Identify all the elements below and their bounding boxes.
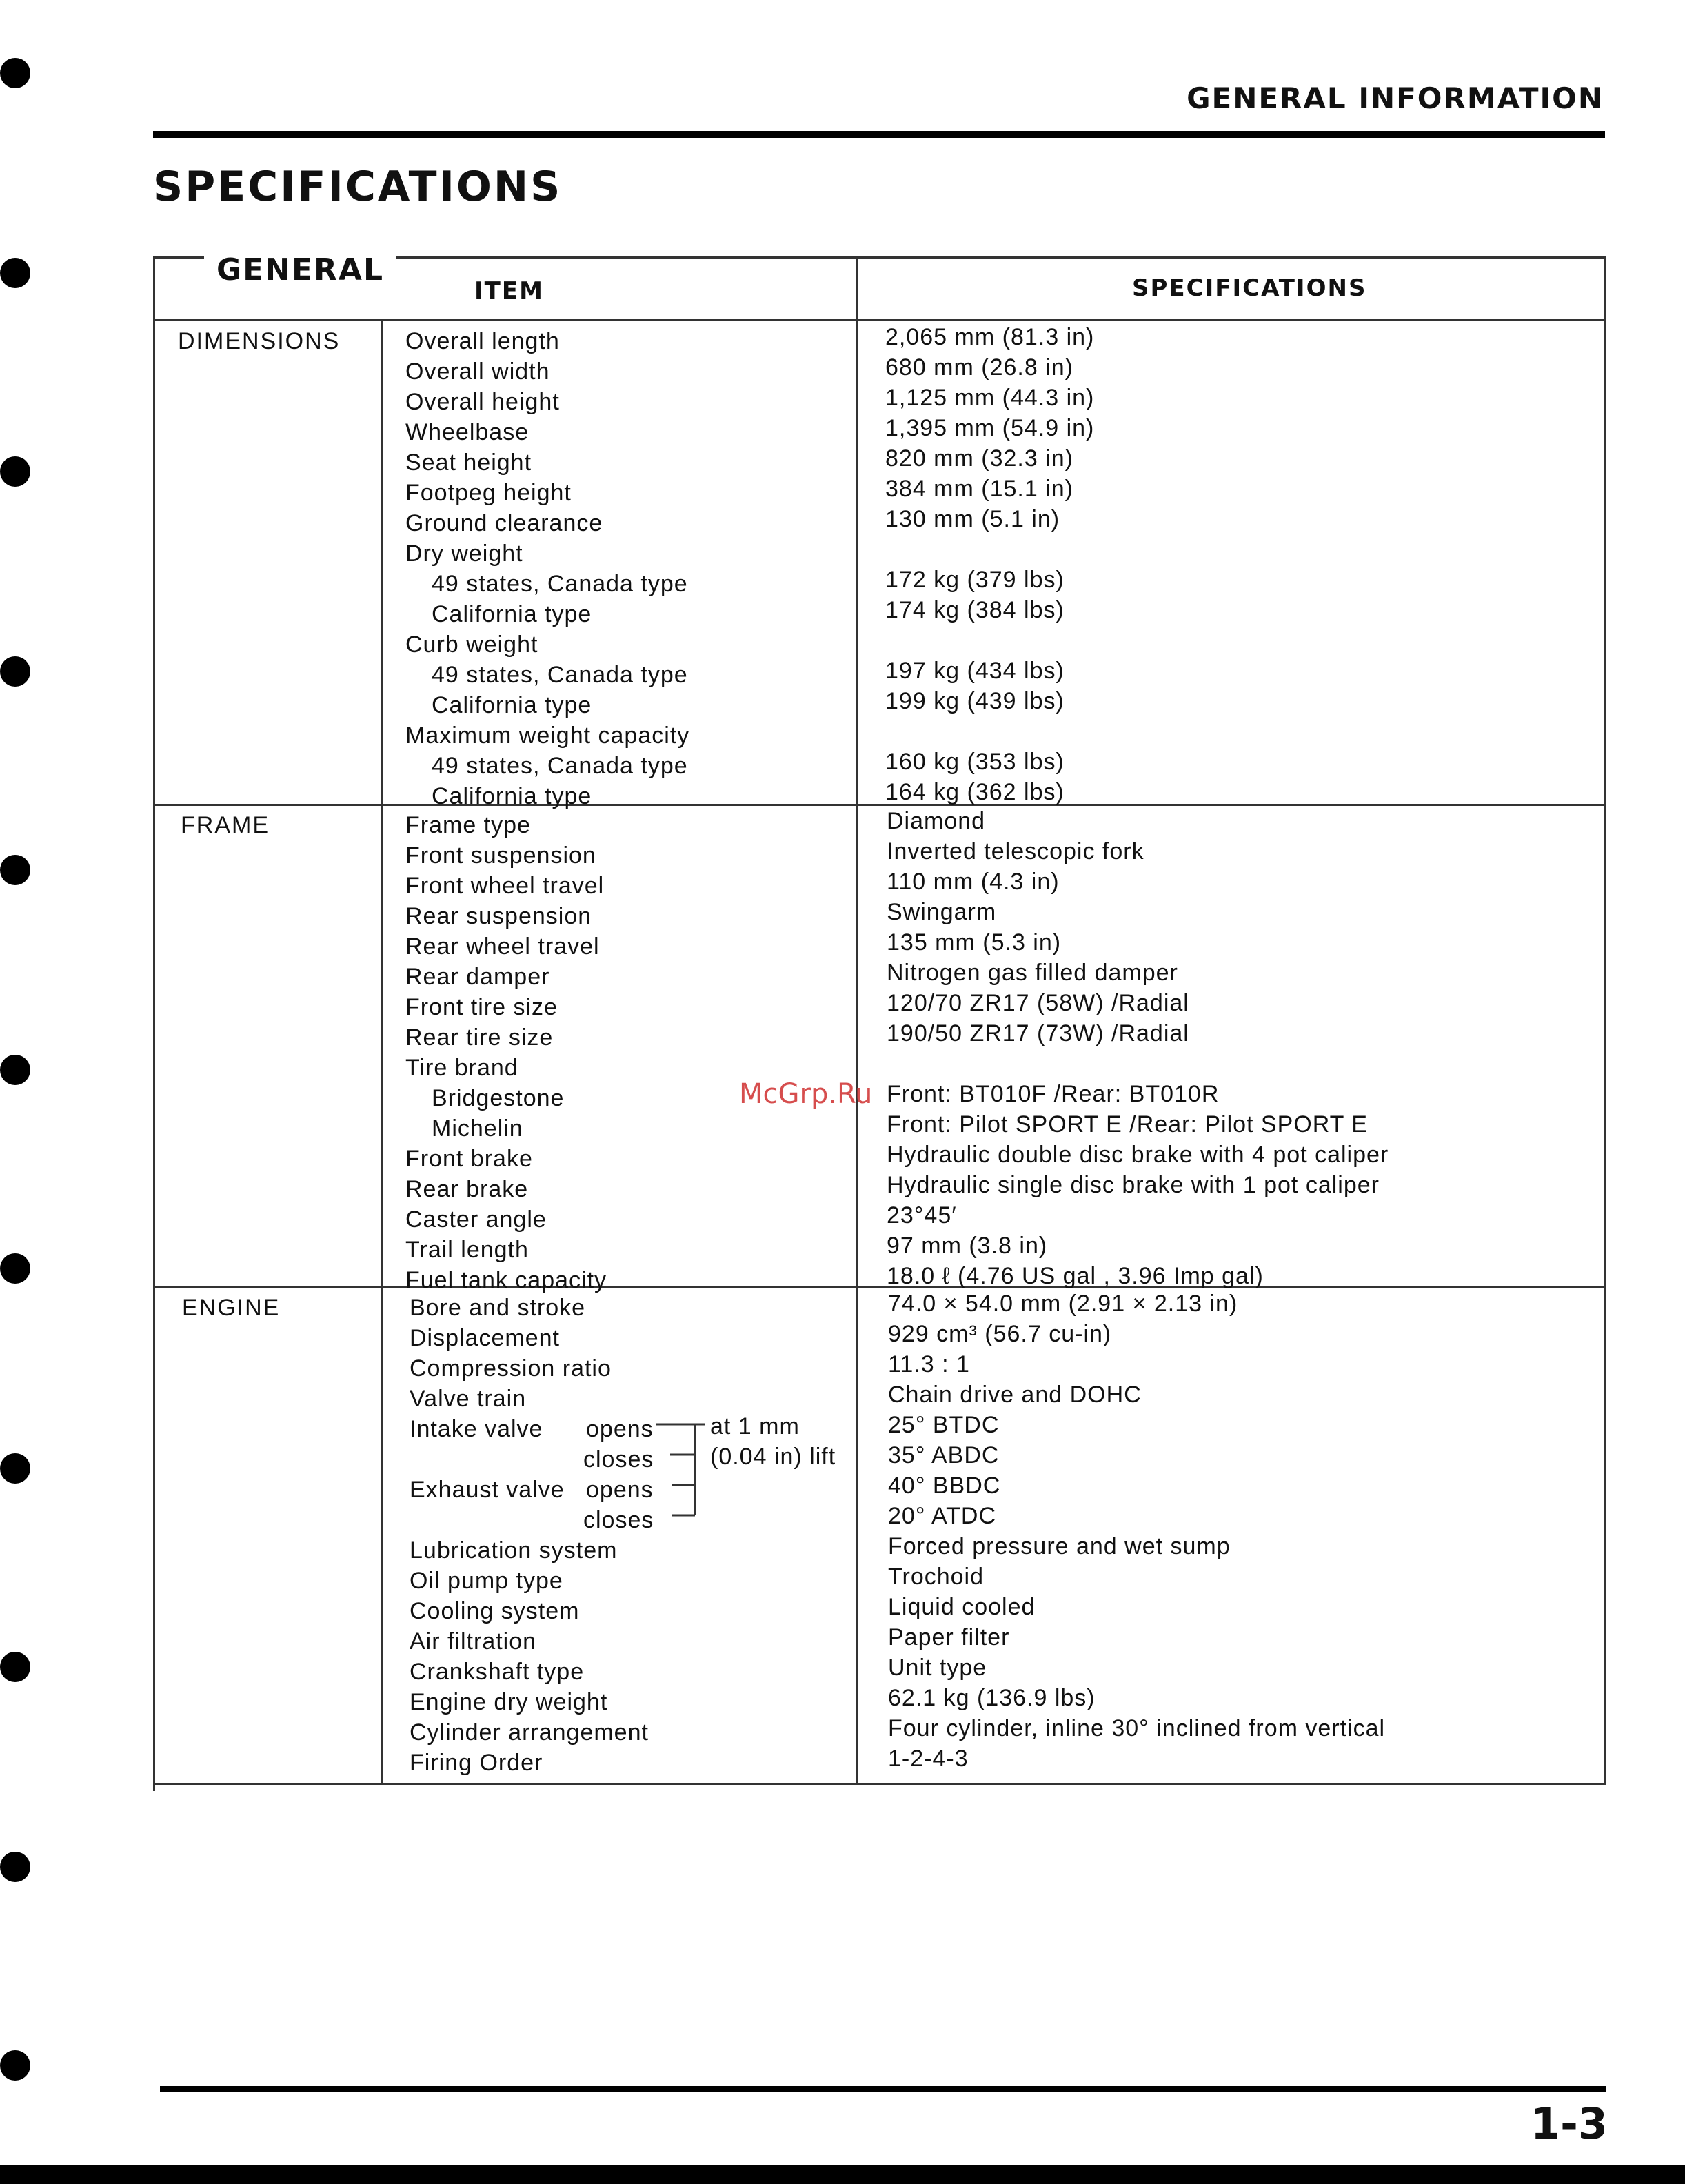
spec-item-label: Tire brand [405,1055,518,1081]
spec-item-label: Firing Order [410,1750,543,1776]
spec-value: Front: Pilot SPORT E /Rear: Pilot SPORT E [887,1111,1368,1138]
spec-item-label: Front suspension [405,842,596,869]
valve-event-label: opens [586,1416,654,1442]
spec-value: 1-2-4-3 [888,1746,969,1772]
spec-value: Diamond [887,808,986,834]
spec-item-label: Intake valve [410,1416,543,1442]
binder-hole-dot [0,456,30,487]
valve-lift-note-2: (0.04 in) lift [710,1444,836,1470]
spec-table [153,252,1606,1791]
spec-item-label: Rear wheel travel [405,933,600,960]
spec-item-label: California type [432,783,592,809]
valve-timing-bracket [656,1419,712,1536]
spec-value: 130 mm (5.1 in) [885,506,1060,532]
spec-item-label: Front brake [405,1146,533,1172]
spec-value: 190/50 ZR17 (73W) /Radial [887,1020,1189,1046]
spec-value: 197 kg (434 lbs) [885,658,1065,684]
valve-event-label: closes [583,1446,654,1473]
binder-hole-dot [0,855,30,885]
table-left-border [153,256,155,1791]
binder-hole-dot [0,258,30,288]
spec-item-label: Wheelbase [405,419,529,445]
spec-value: 20° ATDC [888,1503,997,1529]
spec-item-label: Front wheel travel [405,873,605,899]
spec-value: 135 mm (5.3 in) [887,929,1062,956]
valve-lift-note-1: at 1 mm [710,1413,800,1439]
footer-rule [160,2086,1606,2092]
spec-item-label: 49 states, Canada type [432,753,688,779]
spec-value: 164 kg (362 lbs) [885,779,1065,805]
header-row-divider [153,318,1606,321]
spec-item-label: Cylinder arrangement [410,1719,649,1746]
watermark: McGrp.Ru [739,1078,873,1110]
spec-item-label: Caster angle [405,1206,547,1233]
spec-value: 680 mm (26.8 in) [885,354,1073,381]
table-bottom-border [153,1783,1606,1785]
spec-item-label: Overall length [405,328,560,354]
spec-value: Hydraulic double disc brake with 4 pot caliper [887,1142,1389,1168]
spec-item-label: Front tire size [405,994,558,1020]
spec-value: 11.3 : 1 [888,1351,970,1377]
spec-value: 174 kg (384 lbs) [885,597,1065,623]
spec-item-label: Cooling system [410,1598,580,1624]
spec-value: 62.1 kg (136.9 lbs) [888,1685,1096,1711]
spec-value: 160 kg (353 lbs) [885,749,1065,775]
spec-value: 1,125 mm (44.3 in) [885,385,1095,411]
column-header-specifications: SPECIFICATIONS [1132,274,1367,302]
spec-value: 18.0 ℓ (4.76 US gal , 3.96 Imp gal) [887,1263,1264,1289]
spec-item-label: Valve train [410,1386,527,1412]
binder-hole-dot [0,58,30,88]
spec-value: 172 kg (379 lbs) [885,567,1065,593]
spec-value: Forced pressure and wet sump [888,1533,1231,1559]
binder-hole-dot [0,1852,30,1882]
table-right-border [1604,256,1606,1784]
section-tag-general: GENERAL [204,252,396,288]
spec-item-label: Overall height [405,389,560,415]
spec-value: 1,395 mm (54.9 in) [885,415,1095,441]
binder-hole-dot [0,1055,30,1085]
spec-item-label: Engine dry weight [410,1689,608,1715]
spec-value: 929 cm³ (56.7 cu-in) [888,1321,1112,1347]
valve-event-label: closes [583,1507,654,1533]
spec-value: Inverted telescopic fork [887,838,1144,865]
spec-item-label: Compression ratio [410,1355,612,1382]
scan-bottom-edge [0,2165,1685,2184]
spec-item-label: Bridgestone [432,1085,565,1111]
spec-value: Paper filter [888,1624,1010,1650]
spec-value: 384 mm (15.1 in) [885,476,1073,502]
spec-item-label: 49 states, Canada type [432,662,688,688]
category-column-divider [381,318,383,1784]
spec-item-label: Maximum weight capacity [405,722,690,749]
header-title: GENERAL INFORMATION [1187,81,1604,115]
spec-value: Unit type [888,1655,987,1681]
category-engine: ENGINE [182,1295,281,1321]
spec-value: Nitrogen gas filled damper [887,960,1178,986]
group-divider [153,804,1606,806]
spec-value: 97 mm (3.8 in) [887,1233,1048,1259]
spec-item-label: Rear damper [405,964,550,990]
spec-value: 35° ABDC [888,1442,1000,1468]
binder-hole-dot [0,1253,30,1284]
category-frame: FRAME [181,812,270,838]
spec-item-label: Frame type [405,812,531,838]
spec-item-label: Rear brake [405,1176,529,1202]
binder-hole-dot [0,1453,30,1484]
valve-event-label: opens [586,1477,654,1503]
spec-value: 110 mm (4.3 in) [887,869,1060,895]
column-header-item: ITEM [474,277,544,305]
spec-item-label: Lubrication system [410,1537,618,1564]
spec-value: Liquid cooled [888,1594,1036,1620]
group-divider [153,1286,1606,1288]
spec-item-label: Bore and stroke [410,1295,586,1321]
spec-item-label: Fuel tank capacity [405,1267,607,1293]
spec-item-label: Crankshaft type [410,1659,585,1685]
binder-hole-dot [0,1652,30,1682]
spec-item-label: Curb weight [405,631,538,658]
category-dimensions: DIMENSIONS [178,328,341,354]
spec-item-label: 49 states, Canada type [432,571,688,597]
spec-item-label: Oil pump type [410,1568,563,1594]
spec-value: Swingarm [887,899,997,925]
spec-value: Four cylinder, inline 30° inclined from vertical [888,1715,1386,1741]
spec-item-label: Dry weight [405,540,523,567]
page-title: SPECIFICATIONS [153,163,563,211]
spec-value: 40° BBDC [888,1473,1001,1499]
spec-value: Front: BT010F /Rear: BT010R [887,1081,1220,1107]
spec-item-label: California type [432,692,592,718]
spec-item-label: Michelin [432,1115,523,1142]
spec-value: Trochoid [888,1564,985,1590]
spec-item-label: Overall width [405,358,550,385]
spec-value: 23°45′ [887,1202,957,1228]
spec-item-label: California type [432,601,592,627]
spec-item-label: Rear suspension [405,903,592,929]
spec-column-divider [856,256,858,1784]
binder-hole-dot [0,656,30,687]
spec-item-label: Air filtration [410,1628,537,1655]
spec-value: Chain drive and DOHC [888,1382,1142,1408]
header-rule [153,131,1605,138]
spec-item-label: Ground clearance [405,510,603,536]
spec-value: Hydraulic single disc brake with 1 pot caliper [887,1172,1380,1198]
spec-item-label: Trail length [405,1237,529,1263]
binder-hole-dot [0,2050,30,2081]
spec-item-label: Exhaust valve [410,1477,565,1503]
spec-item-label: Seat height [405,449,532,476]
spec-item-label: Rear tire size [405,1024,554,1051]
spec-value: 820 mm (32.3 in) [885,445,1073,472]
spec-value: 25° BTDC [888,1412,1000,1438]
spec-item-label: Displacement [410,1325,560,1351]
spec-value: 2,065 mm (81.3 in) [885,324,1095,350]
spec-value: 74.0 × 54.0 mm (2.91 × 2.13 in) [888,1291,1238,1317]
spec-value: 120/70 ZR17 (58W) /Radial [887,990,1189,1016]
page-number: 1-3 [1530,2099,1608,2149]
spec-value: 199 kg (439 lbs) [885,688,1065,714]
spec-item-label: Footpeg height [405,480,572,506]
